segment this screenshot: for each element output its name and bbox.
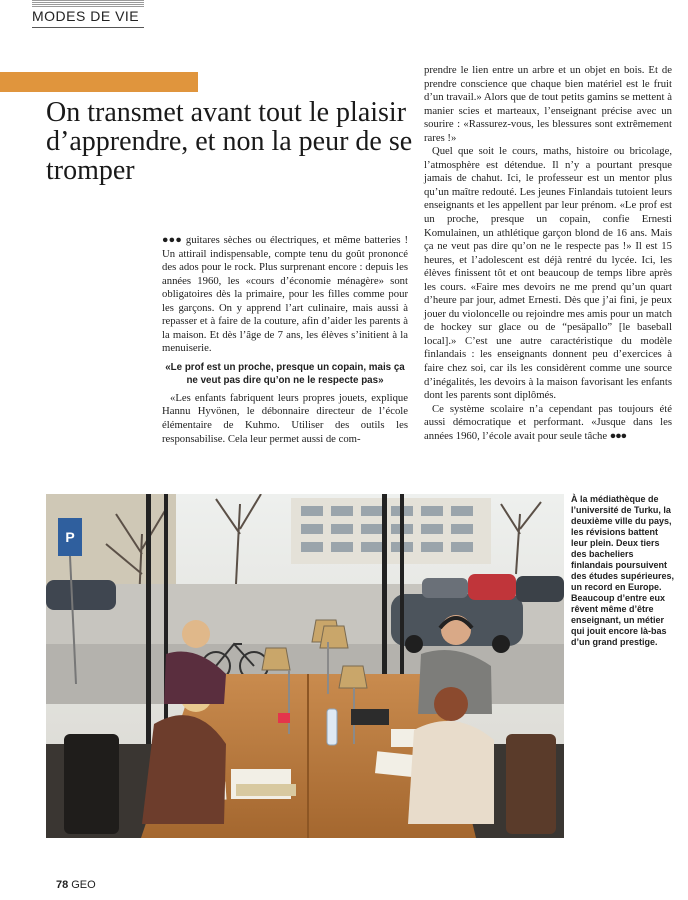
parking-sign-text: P bbox=[65, 529, 75, 545]
library-photo bbox=[46, 494, 564, 838]
library-photo-illustration bbox=[46, 494, 564, 838]
photo-caption: À la médiathèque de l’université de Turku, la deuxième ville du pays, les révisions battent leur plein. Deux tiers des bacheliers finlandais poursuivent des études supérieures, un record en Europe. Beaucoup d’entre eux rêvent même d’être enseignant, un métier qui jouit encore là-bas d’un grand prestige. bbox=[571, 494, 675, 647]
section-header-rule bbox=[32, 27, 144, 28]
page-number: 78 bbox=[56, 879, 69, 891]
paragraph: Ce système scolaire n’a cependant pas toujours été aussi démocratique et performant. «Jusque dans les années 1960, l’école avait pour seule tâche ●●● bbox=[424, 402, 672, 442]
magazine-name: GEO bbox=[71, 879, 96, 891]
article-headline: On transmet avant tout le plaisir d’apprendre, et non la peur de se tromper bbox=[46, 97, 413, 186]
section-header-stripes bbox=[32, 0, 144, 7]
continuation-dots-icon: ●●● bbox=[609, 429, 627, 442]
paragraph: prendre le lien entre un arbre et un objet en bois. Et de prendre conscience que chaque bien matériel est le fruit d’un travail.» Alors que de tout petits gamins se mettent à manier scies et marteaux, l’enseignant précise avec un sourire : «Rassurez-vous, les blessures sont extrêmement rares !» bbox=[424, 64, 672, 144]
section-label: MODES DE VIE bbox=[32, 8, 140, 24]
accent-bar bbox=[0, 72, 198, 92]
article-column-middle bbox=[162, 234, 408, 446]
pull-quote: «Le prof est un proche, presque un copain, mais ça ne veut pas dire qu’on ne le respecte pas» bbox=[165, 361, 405, 386]
continuation-dots-icon: ●●● bbox=[162, 234, 182, 246]
paragraph: Quel que soit le cours, maths, histoire ou bricolage, l’atmosphère est détendue. Il n’y a pourtant presque jamais de chahut. Ici, le professeur est un mentor plus qu’un maître redouté. Les jeunes Finlandais tutoient leurs enseignants et les appellent par leur prénom. «Le prof est un proche, presque un copain, confie Ernesti Komulainen, un athlétique garçon blond de 16 ans. Mais ça ne veut pas dire qu’on ne le respecte pas !» Il est 15 heures, et l’adolescent est déjà rentré du lycée. Ici, les élèves finissent tôt et ont beaucoup de temps libre après les cours. «Faire mes devoirs ne me prend qu’un quart d’heure par jour, admet Ernesti. Dès que j’ai fini, je peux jouer du violoncelle ou rejoindre mes amis pour un match de hockey sur glace ou de “pesäpallo” [le baseball local].» C’est une autre caractéristique du modèle finlandais : les enseignants donnent peu d’exercices à faire chez soi, car ils les considèrent comme une source d’inégalités, les devoirs à la maison favorisant les enfants dont les parents sont diplômés. bbox=[424, 145, 672, 402]
paragraph: ●●● guitares sèches ou électriques, et même batteries ! Un attirail indispensable, compte tenu du goût prononcé des ados pour le rock. Plus surprenant encore : depuis les années 1960, les «cours d’économie ménagère» sont obligatoires dès la primaire, pour les filles comme pour les garçons. On y apprend l’art culinaire, mais aussi à repasser et à faire de la couture, afin d’aider les parents à la maison. Et dès l’âge de 7 ans, les élèves s’initient à la menuiserie. bbox=[162, 234, 409, 355]
page-footer bbox=[56, 879, 96, 891]
article-column-right bbox=[424, 64, 672, 443]
paragraph: «Les enfants fabriquent leurs propres jouets, explique Hannu Hyvönen, le débonnaire directeur de l’école élémentaire de Kuhmo. Utiliser des outils les responsabilise. Cela leur permet aussi de com- bbox=[162, 391, 408, 445]
